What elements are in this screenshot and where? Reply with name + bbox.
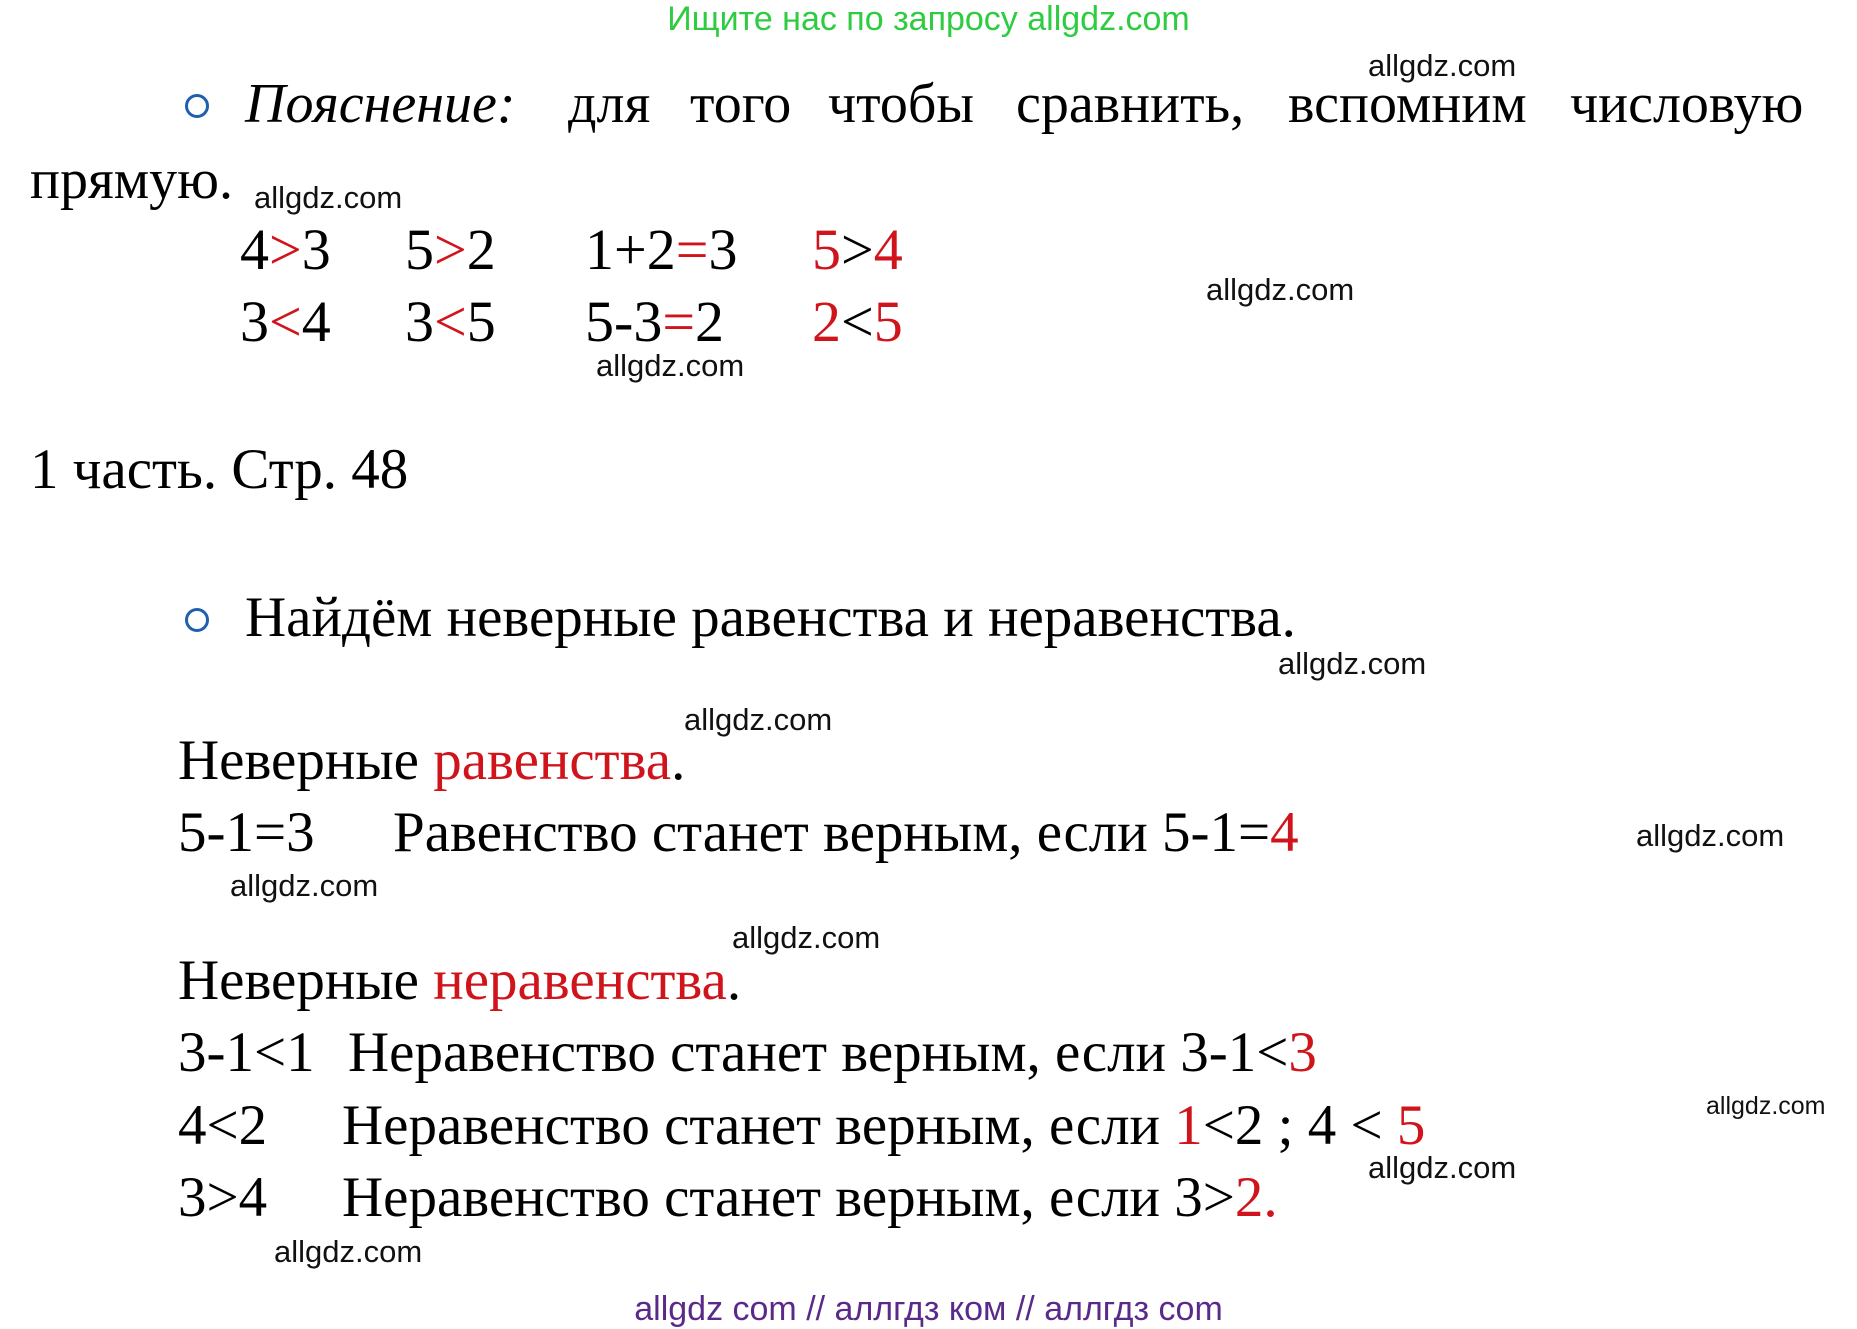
explanation-word: того [690, 73, 792, 135]
explanation-word: числовую [1570, 73, 1804, 135]
example-expression: 3<5 [405, 289, 496, 354]
watermark: allgdz.com [1706, 1092, 1826, 1120]
example-expression: 5>4 [812, 217, 903, 282]
explanation-line2: прямую. [30, 149, 233, 211]
watermark: allgdz.com [1206, 272, 1355, 307]
inequalities-heading: Неверные неравенства. [178, 949, 742, 1012]
watermark: allgdz.com [684, 702, 833, 737]
inequality-correction: Неравенство станет верным, если 3-1<3 [348, 1021, 1317, 1084]
example-expression: 1+2=3 [585, 217, 738, 282]
explanation-word: сравнить, [1016, 73, 1245, 135]
footer-watermark: allgdz com // аллгдз ком // аллгдз com [634, 1290, 1223, 1328]
bullet-icon [185, 94, 209, 118]
example-expression: 5>2 [405, 217, 496, 282]
watermark: allgdz.com [254, 180, 403, 215]
top-banner: Ищите нас по запросу allgdz.com [667, 0, 1190, 38]
example-expression: 2<5 [812, 289, 903, 354]
watermark: allgdz.com [1278, 646, 1427, 681]
example-expression: 4>3 [240, 217, 331, 282]
watermark: allgdz.com [732, 920, 881, 955]
equality-expression: 5-1=3 [178, 801, 315, 864]
page-reference: 1 часть. Стр. 48 [30, 438, 409, 501]
watermark: allgdz.com [1368, 1150, 1517, 1185]
example-expression: 3<4 [240, 289, 331, 354]
watermark: allgdz.com [596, 348, 745, 383]
inequality-correction: Неравенство станет верным, если 3>2. [342, 1166, 1278, 1229]
inequality-expression: 3-1<1 [178, 1021, 315, 1084]
inequality-expression: 3>4 [178, 1166, 268, 1229]
inequality-expression: 4<2 [178, 1094, 268, 1157]
explanation-label: Пояснение: [245, 73, 516, 135]
watermark: allgdz.com [274, 1234, 423, 1269]
example-expression: 5-3=2 [585, 289, 725, 354]
task-title: Найдём неверные равенства и неравенства. [245, 586, 1296, 649]
equalities-heading: Неверные равенства. [178, 729, 686, 792]
bullet-icon [185, 608, 209, 632]
inequality-correction: Неравенство станет верным, если 1<2 ; 4 < 5 [342, 1094, 1426, 1157]
explanation-word: вспомним [1288, 73, 1527, 135]
watermark: allgdz.com [1636, 818, 1785, 853]
explanation-word: чтобы [828, 73, 975, 135]
explanation-word: для [568, 73, 651, 135]
watermark: allgdz.com [1368, 48, 1517, 83]
watermark: allgdz.com [230, 868, 379, 903]
equality-correction: Равенство станет верным, если 5-1=4 [393, 801, 1299, 864]
